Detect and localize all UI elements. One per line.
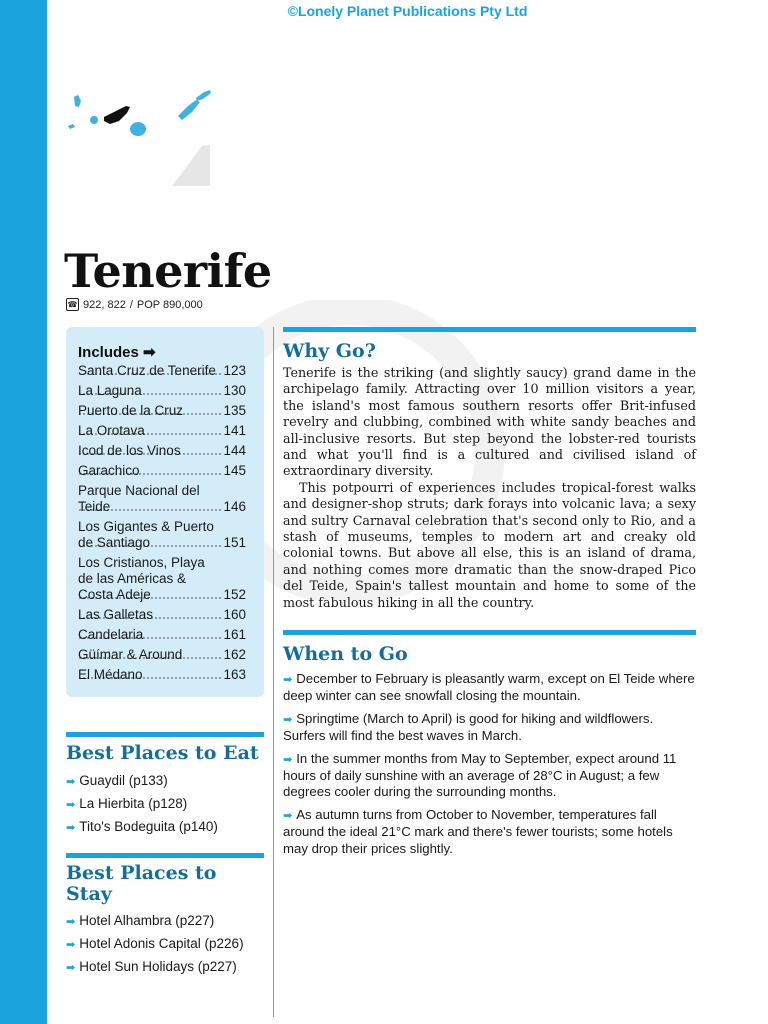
includes-item-page: 161 — [223, 627, 246, 642]
includes-item-page: 162 — [223, 647, 246, 662]
includes-item-page: 151 — [223, 535, 246, 550]
map-island-el-hierro — [68, 124, 75, 129]
includes-item — [78, 423, 246, 439]
why-go-body — [283, 365, 696, 611]
stay-item — [66, 913, 266, 930]
includes-item-page: 130 — [223, 383, 246, 398]
includes-item-name: Los Cristianos, Playa de las Américas & Costa Adeje — [78, 555, 222, 603]
when-to-go-item-text: As autumn turns from October to November, temperatures fall around the ideal 21°C mark and there's fewer tourists; some hotels may drop their prices slightly. — [283, 806, 673, 856]
when-to-go-rule — [283, 630, 696, 635]
stay-item-text: Hotel Adonis Capital (p226) — [79, 936, 244, 951]
includes-heading — [78, 343, 156, 361]
includes-item — [78, 443, 246, 459]
arrow-right-icon: ➡ — [66, 962, 76, 974]
column-divider — [273, 327, 274, 1017]
phone-codes: 922, 822 — [83, 298, 126, 311]
stay-item-text: Hotel Sun Holidays (p227) — [79, 959, 237, 974]
includes-item-page: 163 — [223, 667, 246, 682]
stay-heading: Best Places to Stay — [66, 862, 217, 905]
arrow-right-icon: ➡ — [283, 809, 293, 822]
includes-item-name: La Laguna — [78, 383, 222, 399]
includes-item-name: Parque Nacional del Teide — [78, 483, 222, 515]
includes-item — [78, 463, 246, 479]
map-coast-africa — [172, 145, 210, 186]
eat-item-text: La Hierbita (p128) — [79, 796, 188, 811]
map-island-la-gomera — [90, 116, 98, 124]
stay-item — [66, 936, 266, 953]
left-color-bar — [0, 0, 47, 1024]
map-island-fuerteventura — [178, 100, 200, 120]
includes-item — [78, 519, 246, 551]
stay-rule — [66, 853, 264, 858]
why-go-paragraph: Tenerife is the striking (and slightly saucy) grand dame in the archipelago family. Attracting over 10 million visitors a year, the island's most famous southern resorts offer Brit-infused revelry and clubbing, combined with white sandy beaches and all-inclusive resorts. But step beyond the lobster-red tourists and what you'll find is a cultured and civilised island of extraordinary diversity. — [283, 365, 696, 479]
arrow-right-icon: ➡ — [66, 916, 76, 928]
includes-item-name: Garachico — [78, 463, 222, 479]
canary-islands-map — [60, 80, 220, 190]
phone-population-line — [66, 298, 203, 311]
when-to-go-item-text: Springtime (March to April) is good for hiking and wildflowers. Surfers will find the best waves in March. — [283, 710, 654, 744]
when-to-go-item-text: December to February is pleasantly warm, except on El Teide where deep winter can see snowfall closing the mountain. — [283, 671, 695, 704]
stay-item-text: Hotel Alhambra (p227) — [79, 913, 215, 928]
why-go-rule — [283, 327, 696, 332]
arrow-right-icon: ➡ — [66, 799, 76, 811]
eat-heading: Best Places to Eat — [66, 742, 259, 764]
eat-list — [66, 773, 266, 842]
includes-item — [78, 483, 246, 515]
eat-item — [66, 819, 266, 836]
arrow-right-icon: ➡ — [283, 713, 293, 726]
includes-item — [78, 403, 246, 419]
eat-item — [66, 773, 266, 790]
arrow-right-icon: ➡ — [143, 344, 156, 361]
includes-item — [78, 667, 246, 683]
population: POP 890,000 — [136, 298, 203, 311]
why-go-heading: Why Go? — [283, 340, 376, 362]
includes-item-name: Las Galletas — [78, 607, 222, 623]
includes-item — [78, 555, 246, 603]
eat-item-text: Guaydil (p133) — [79, 773, 168, 788]
map-island-tenerife — [104, 106, 130, 124]
includes-item — [78, 607, 246, 623]
when-to-go-heading: When to Go — [283, 643, 408, 665]
includes-item — [78, 383, 246, 399]
includes-item-name: Los Gigantes & Puerto de Santiago — [78, 519, 222, 551]
when-to-go-list — [283, 671, 696, 863]
page-title: Tenerife — [64, 244, 272, 298]
stay-list — [66, 913, 266, 982]
when-to-go-item-text: In the summer months from May to September, expect around 11 hours of daily sunshine with an average of 28°C in August; a few degrees cooler during the surrounding months. — [283, 750, 677, 800]
eat-item — [66, 796, 266, 813]
includes-item-page: 145 — [223, 463, 246, 478]
map-island-gran-canaria — [130, 122, 146, 136]
includes-item-name: La Orotava — [78, 423, 222, 439]
map-island-la-palma — [74, 95, 81, 107]
arrow-right-icon: ➡ — [66, 822, 76, 834]
arrow-right-icon: ➡ — [283, 753, 293, 766]
includes-item — [78, 627, 246, 643]
arrow-right-icon: ➡ — [283, 674, 293, 686]
arrow-right-icon: ➡ — [66, 939, 76, 951]
phone-icon: ☎ — [67, 300, 78, 309]
includes-item-name: Güímar & Around — [78, 647, 222, 663]
includes-list — [78, 363, 246, 687]
includes-item-page: 160 — [223, 607, 246, 622]
map-island-lanzarote — [196, 90, 211, 101]
includes-box — [66, 327, 264, 697]
includes-item-page: 123 — [223, 363, 246, 378]
includes-heading-text: Includes — [78, 344, 139, 361]
stay-item — [66, 959, 266, 976]
separator: / — [129, 298, 133, 311]
eat-item-text: Tito's Bodeguita (p140) — [79, 819, 218, 834]
includes-item-page: 141 — [223, 423, 246, 438]
includes-item-page: 152 — [223, 587, 246, 602]
includes-item-name: El Médano — [78, 667, 222, 683]
includes-item — [78, 647, 246, 663]
includes-item — [78, 363, 246, 379]
eat-rule — [66, 732, 264, 737]
when-to-go-item — [283, 671, 696, 705]
when-to-go-item — [283, 711, 696, 745]
when-to-go-item — [283, 807, 696, 857]
when-to-go-item — [283, 751, 696, 801]
arrow-right-icon: ➡ — [66, 776, 76, 788]
includes-item-name: Candelaria — [78, 627, 222, 643]
includes-item-name: Icod de los Vinos — [78, 443, 222, 459]
includes-item-page: 144 — [223, 443, 246, 458]
copyright-notice: ©Lonely Planet Publications Pty Ltd — [287, 3, 528, 19]
includes-item-name: Santa Cruz de Tenerife — [78, 363, 222, 379]
why-go-paragraph: This potpourri of experiences includes tropical-forest walks and designer-shop struts; dark forays into volcanic lava; a sexy and sultry Carnaval celebration that's second only to Rio, and a stash of museums, temples to modern art and creaky old colonial towns. But above all else, this is an island of drama, and nothing comes more dramatic than the snow-draped Pico del Teide, Spain's tallest mountain and home to some of the most fabulous hiking in all the country. — [283, 479, 696, 610]
includes-item-page: 135 — [223, 403, 246, 418]
includes-item-page: 146 — [223, 499, 246, 514]
includes-item-name: Puerto de la Cruz — [78, 403, 222, 419]
